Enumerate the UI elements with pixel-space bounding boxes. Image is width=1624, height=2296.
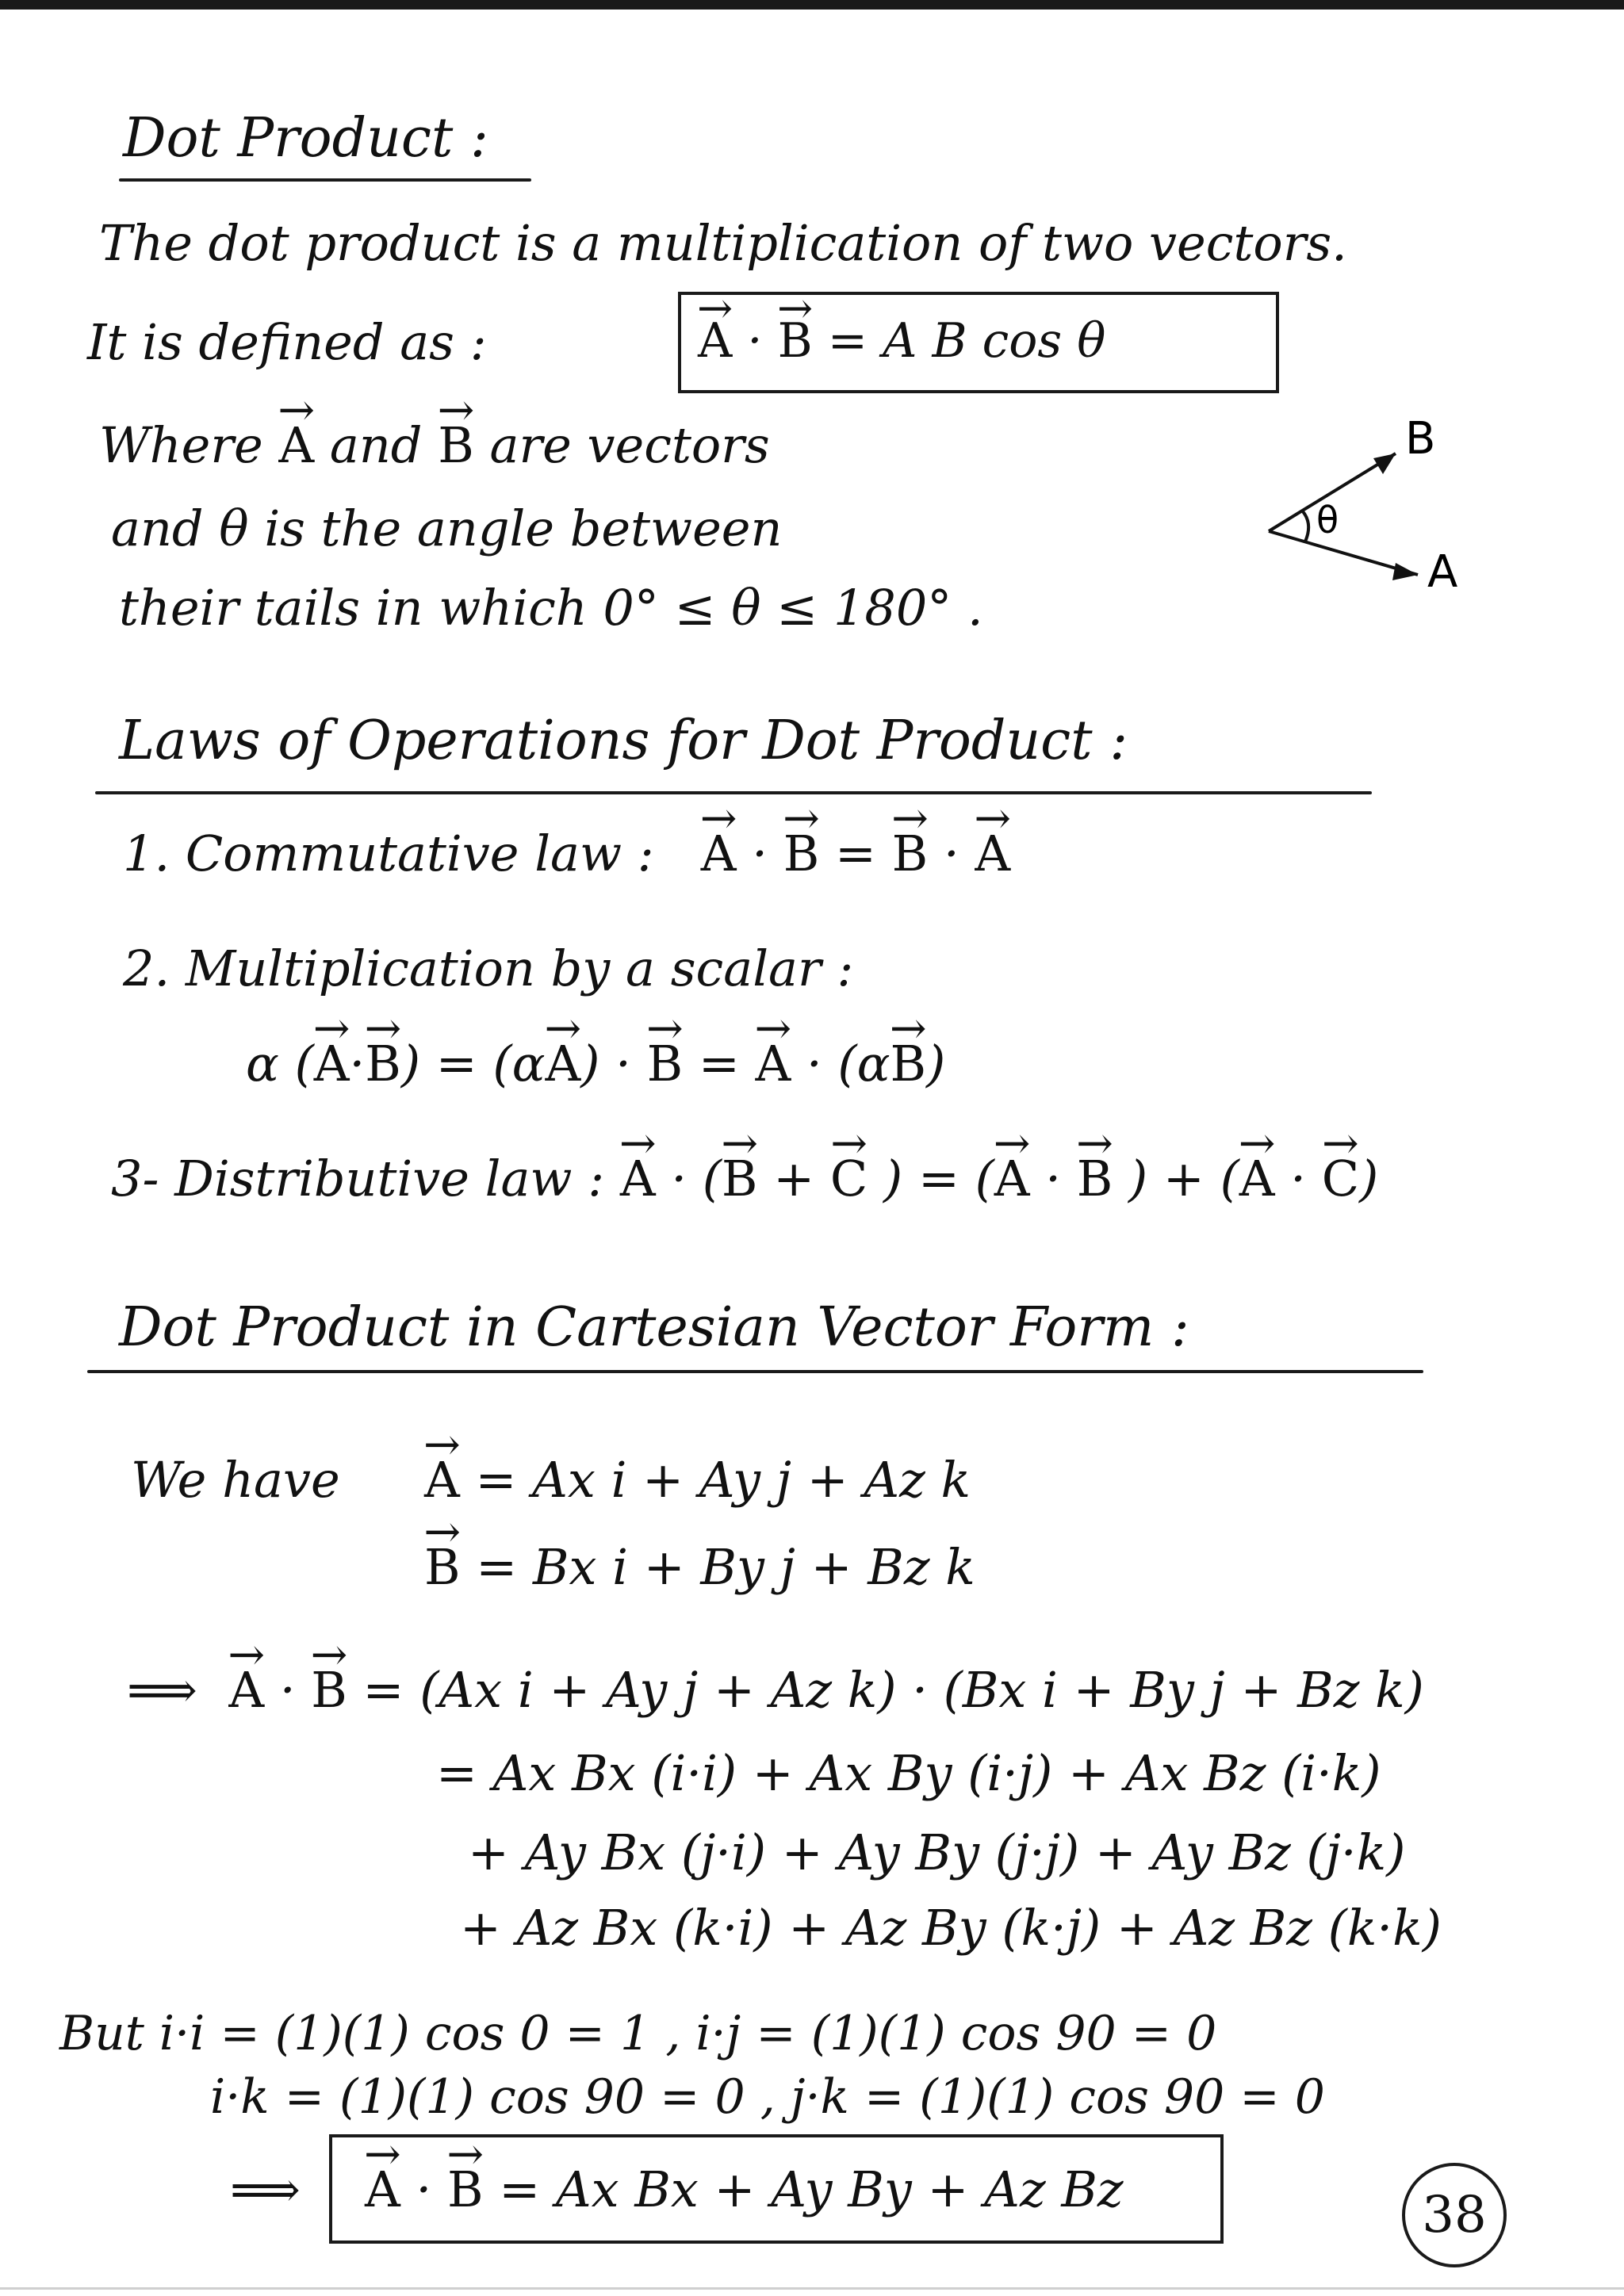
expansion-line-2: = Ax Bx (i·i) + Ax By (i·j) + Ax Bz (i·k) [436, 1744, 1381, 1802]
vector-angle-figure [1253, 412, 1491, 603]
expansion-line-3: + Ay Bx (j·i) + Ay By (j·j) + Ay Bz (j·k) [468, 1823, 1406, 1881]
vector-b: → B [778, 313, 813, 369]
section-heading-dot-product: Dot Product : [123, 107, 488, 170]
expansion-line-4: + Az Bx (k·i) + Az By (k·j) + Az Bz (k·k) [460, 1899, 1442, 1957]
angle-arc [1302, 511, 1308, 541]
label-a: A [1427, 546, 1458, 598]
vector-b-components: → B = Bx i + By j + Bz k [424, 1538, 975, 1596]
top-border [0, 0, 1624, 10]
bottom-border [0, 2287, 1624, 2290]
result-arrow: ⟹ [230, 2160, 301, 2218]
unit-vector-products-2: i·k = (1)(1) cos 90 = 0 , j·k = (1)(1) cos 90 = 0 [210, 2069, 1325, 2125]
commutative-law: 1. Commutative law : → A · → B = → B · → A [123, 825, 1010, 882]
vector-a: → A [698, 313, 732, 369]
range-line: their tails in which 0° ≤ θ ≤ 180° . [119, 579, 983, 637]
intro-text: The dot product is a multiplication of two vectors. [99, 214, 1347, 272]
defined-as-text: It is defined as : [87, 313, 487, 371]
we-have-text: We have [131, 1451, 340, 1509]
where-line: Where → A and → B are vectors [99, 416, 770, 474]
heading-underline [87, 1370, 1423, 1373]
section-heading-laws: Laws of Operations for Dot Product : [119, 710, 1128, 772]
scalar-law-label: 2. Multiplication by a scalar : [123, 939, 854, 997]
expansion-line-1: ⟹ → A · → B = (Ax i + Ay j + Az k) · (Bx i + By j + Bz k) [127, 1661, 1424, 1719]
section-heading-cartesian: Dot Product in Cartesian Vector Form : [119, 1296, 1189, 1359]
unit-vector-products-1: But i·i = (1)(1) cos 0 = 1 , i·j = (1)(1) cos 90 = 0 [59, 2006, 1217, 2061]
vector-b: → B [438, 416, 474, 474]
vector-a: → A [278, 416, 314, 474]
page-number: 38 [1402, 2163, 1507, 2267]
scalar-law-formula: α (→ A·→ B) = (α→ A) · → B = → A · (α→ B) [246, 1035, 945, 1093]
result-formula: → A · → B = Ax Bx + Ay By + Az Bz [365, 2160, 1124, 2218]
vector-a-components: → A = Ax i + Ay j + Az k [424, 1451, 971, 1509]
heading-underline [119, 178, 531, 182]
label-b: B [1405, 413, 1436, 465]
theta-label: θ [1316, 499, 1339, 541]
vector-a-arrowhead [1392, 563, 1418, 580]
distributive-law: 3- Distributive law : → A · (→ B + → C ) = (→ A · → B ) + (→ A · → C) [111, 1150, 1378, 1207]
angle-line: and θ is the angle between [111, 499, 783, 557]
definition-formula: → A · → B = A B cos θ [698, 313, 1105, 369]
